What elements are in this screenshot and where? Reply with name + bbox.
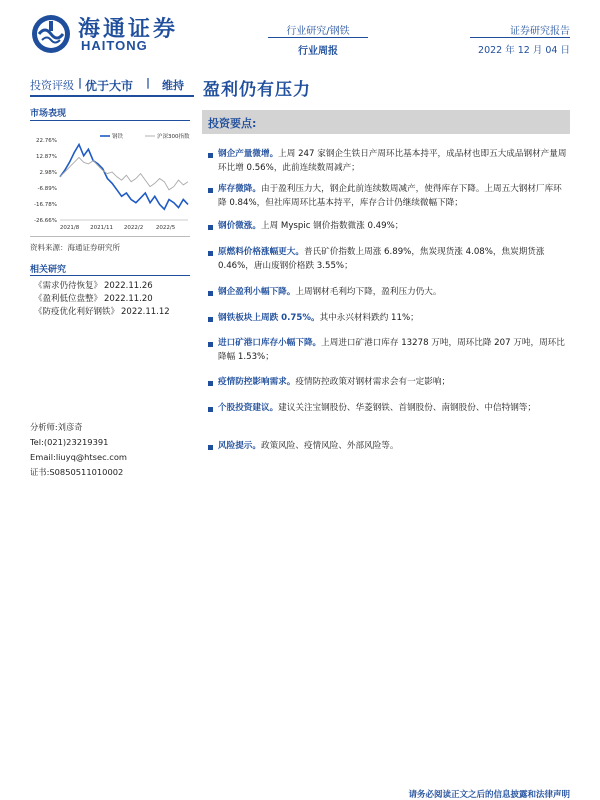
bullet-icon (208, 407, 213, 412)
rating-label: 投资评级 (30, 79, 74, 92)
key-point-text: 上周 247 家钢企生铁日产周环比基本持平，成品材也即五大成品钢材产量周环比增 0.56%，此前连续数周减产； (218, 149, 567, 173)
bullet-icon (208, 291, 213, 296)
y-tick-label: 2.98% (39, 170, 57, 177)
y-tick-label: -6.89% (37, 185, 57, 192)
header-center-divider (268, 37, 368, 38)
logo-text-cn: 海通证券 (78, 16, 179, 42)
bullet-icon (208, 251, 213, 256)
key-point-item (208, 183, 570, 211)
bullet-icon (208, 225, 213, 230)
key-point-text: 其中永兴材料跌约 11%； (319, 313, 419, 323)
bullet-icon (208, 381, 213, 386)
legend-label: 钢铁 (112, 134, 124, 140)
related-item-date: 2022.11.12 (121, 307, 170, 317)
series-line-1 (60, 157, 188, 189)
key-point-item (208, 148, 570, 176)
logo-text-en: HAITONG (81, 38, 148, 53)
bullet-icon (208, 445, 213, 450)
analyst-email[interactable]: Email:liuyq@htsec.com (30, 452, 128, 462)
y-tick-label: 12.87% (36, 154, 57, 161)
x-tick-label: 2021/8 (59, 225, 80, 230)
key-point-text: 上周钢材毛利均下降，盈利压力仍大。 (295, 287, 442, 297)
rating-divider-1: | (78, 76, 83, 89)
analyst-name: 分析师:刘彦奇 (30, 422, 83, 432)
series-line-0 (60, 145, 188, 210)
related-item-title: 《盈利低位盘整》 (34, 294, 103, 304)
bullet-icon (208, 188, 213, 193)
rating-status: 维持 (162, 79, 184, 92)
key-point-item (208, 402, 570, 416)
analyst-tel: Tel:(021)23219391 (30, 437, 109, 447)
y-tick-label: -16.78% (34, 202, 57, 209)
y-tick-label: 22.76% (36, 138, 57, 144)
legal-disclaimer: 请务必阅读正文之后的信息披露和法律声明 (408, 790, 570, 800)
key-point-lead: 原燃料价格涨幅更大。 (218, 247, 304, 257)
related-item-date: 2022.11.20 (104, 294, 153, 304)
bullet-icon (208, 317, 213, 322)
related-heading: 相关研究 (30, 265, 67, 275)
key-point-text: 由于盈利压力大，钢企此前连续数周减产，使得库存下降。上周五大钢材厂库环降 0.84%，但社库周环比基本持平，库存合计仍继续微幅下降； (218, 184, 562, 208)
report-date: 2022 年 12 月 04 日 (478, 45, 570, 56)
source-divider (30, 236, 190, 237)
key-point-lead: 钢企盈利小幅下降。 (218, 287, 296, 297)
key-point-item (208, 312, 570, 326)
key-point-item (208, 440, 570, 454)
related-item-title: 《需求仍待恢复》 (34, 281, 103, 291)
key-point-text: 政策风险、疫情风险、外部风险等。 (260, 441, 399, 451)
key-point-lead: 疫情防控影响需求。 (218, 377, 296, 387)
market-chart (28, 130, 194, 230)
bullet-icon (208, 153, 213, 158)
report-type: 行业周报 (298, 46, 338, 57)
key-point-item (208, 376, 570, 390)
related-item[interactable] (34, 305, 194, 318)
key-point-text: 普氏矿价指数上周涨 6.89%，焦炭现货涨 4.08%，焦炭期货涨 0.46%，唐山废钢价格跌 3.55%； (218, 247, 545, 271)
related-item-title: 《防疫优化利好钢铁》 (34, 307, 120, 317)
x-tick-label: 2022/5 (155, 225, 176, 230)
key-point-text: 上周进口矿港口库存 13278 万吨，周环比降 207 万吨，周环比降幅 1.53%； (218, 338, 565, 362)
rating-divider-2: | (146, 76, 151, 89)
rating-value: 优于大市 (85, 79, 134, 93)
related-item-date: 2022.11.26 (104, 281, 153, 291)
key-points-header (202, 110, 570, 134)
legend-label: 沪深300指数 (157, 134, 190, 140)
related-item[interactable] (34, 279, 194, 292)
key-point-lead: 钢铁板块上周跌 0.75%。 (218, 313, 320, 323)
key-point-item (208, 337, 570, 365)
report-category: 行业研究/钢铁 (286, 26, 350, 37)
key-point-lead: 进口矿港口库存小幅下降。 (218, 338, 322, 348)
chart-source: 资料来源：海通证券研究所 (30, 243, 120, 252)
key-point-text: 疫情防控政策对钢材需求会有一定影响； (295, 377, 451, 387)
key-point-text: 上周 Myspic 钢价指数微涨 0.49%； (260, 221, 404, 231)
key-point-lead: 钢企产量微增。 (218, 149, 279, 159)
key-point-text: 建议关注宝钢股份、华菱钢铁、首钢股份、南钢股份、中信特钢等； (278, 403, 536, 413)
rating-bar (30, 76, 194, 97)
market-heading: 市场表现 (30, 109, 67, 119)
related-heading-line (30, 275, 190, 276)
analyst-cert: 证书:S0850511010002 (30, 467, 124, 477)
key-point-lead: 风险提示。 (218, 441, 261, 451)
x-tick-label: 2021/11 (90, 225, 114, 230)
key-point-item (208, 246, 570, 274)
key-point-lead: 钢价微涨。 (218, 221, 261, 231)
y-tick-label: -26.66% (34, 218, 57, 224)
x-tick-label: 2022/2 (123, 225, 144, 230)
key-point-item (208, 286, 570, 300)
report-title: 盈利仍有压力 (203, 80, 311, 100)
market-heading-line (30, 120, 190, 121)
key-points-heading: 投资要点: (208, 117, 257, 130)
key-point-lead: 库存微降。 (218, 184, 261, 194)
analyst-block (30, 420, 127, 480)
bullet-icon (208, 342, 213, 347)
key-point-item (208, 220, 570, 234)
related-item[interactable] (34, 292, 194, 305)
related-list (34, 279, 194, 318)
header-right-divider (470, 37, 570, 38)
haitong-logo-icon (30, 13, 72, 55)
key-point-lead: 个股投资建议。 (218, 403, 279, 413)
report-label: 证券研究报告 (510, 26, 570, 37)
